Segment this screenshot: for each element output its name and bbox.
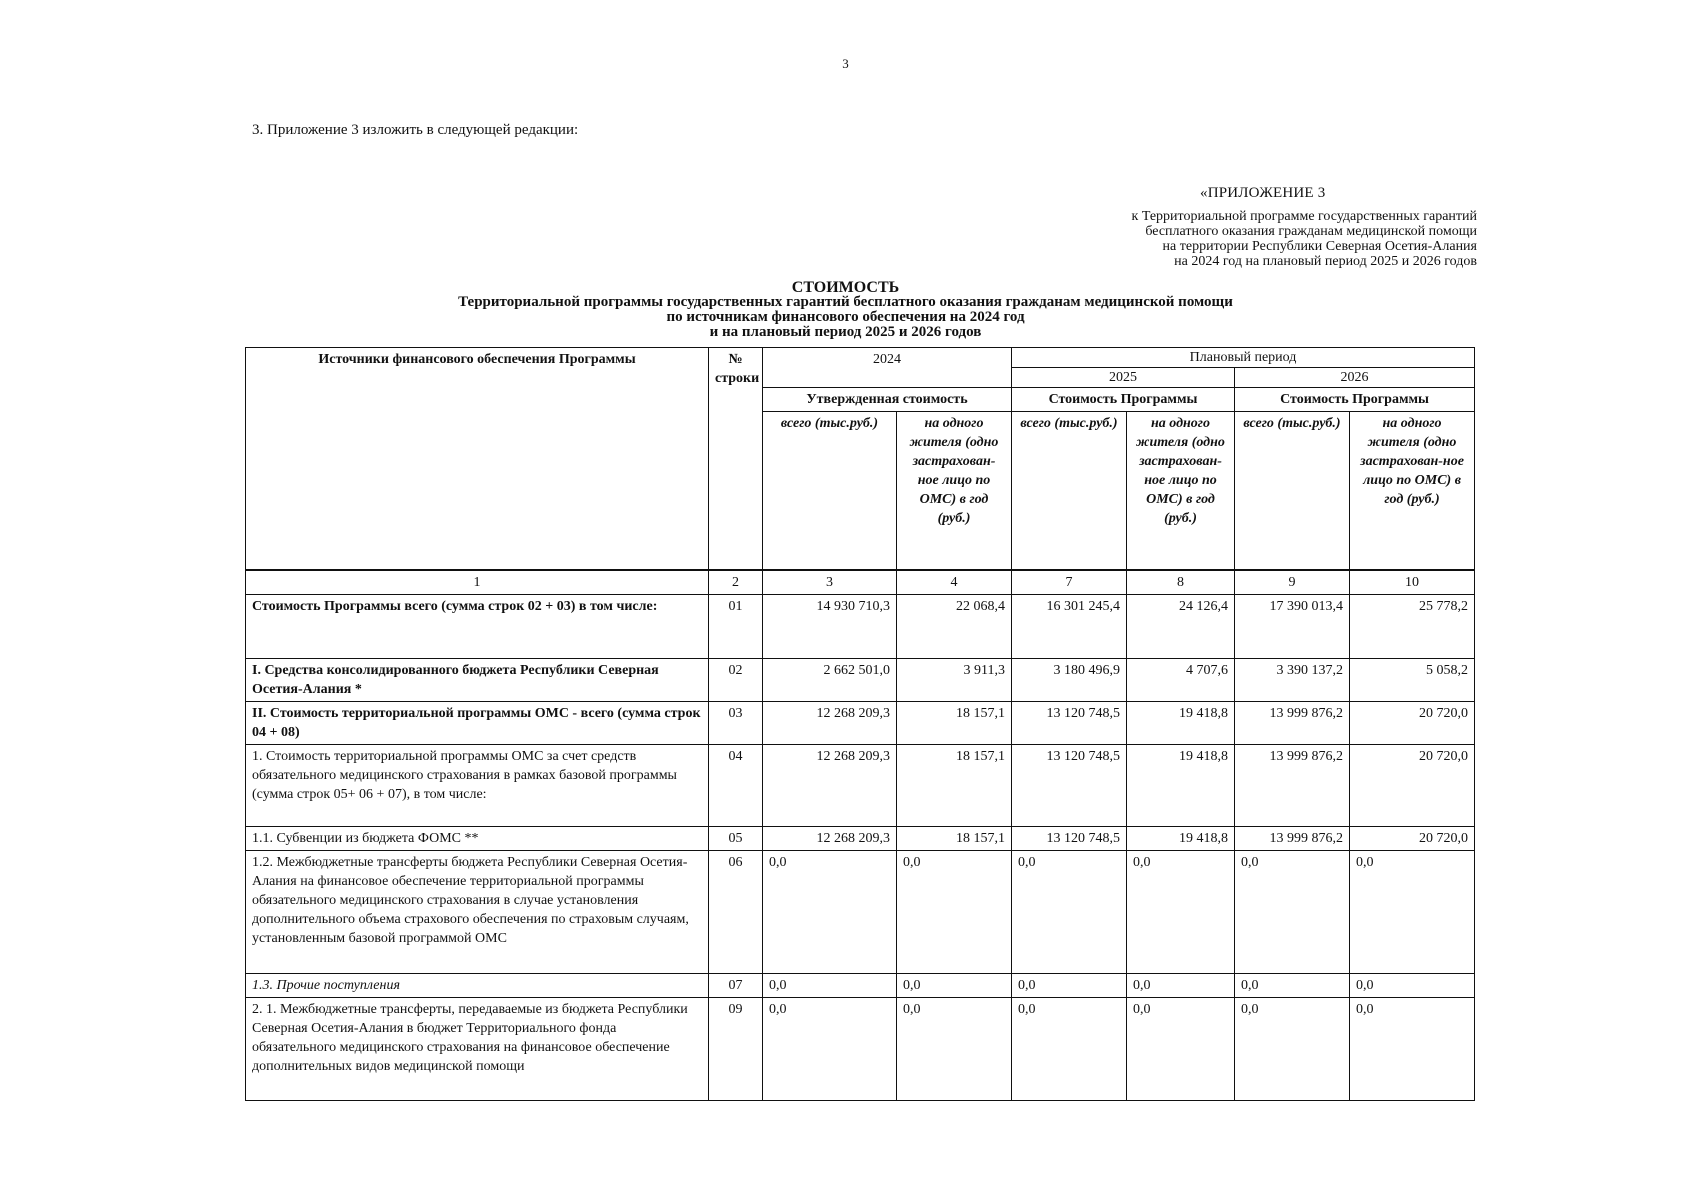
cell-per-capita-2024: 22 068,4 — [897, 594, 1012, 658]
cell-per-capita-2026: 0,0 — [1350, 850, 1475, 973]
cell-total-2025: 0,0 — [1012, 973, 1127, 997]
cell-total-2025: 13 120 748,5 — [1012, 744, 1127, 826]
cost-table — [245, 347, 1475, 1101]
appendix-line: к Территориальной программе государственных гарантий — [1131, 209, 1477, 224]
cell-total-2026: 13 999 876,2 — [1235, 701, 1350, 744]
cell-total-2026: 0,0 — [1235, 850, 1350, 973]
table-row — [246, 997, 1475, 1100]
title-line: Территориальной программы государственных гарантий бесплатного оказания гражданам медицинской помощи — [458, 294, 1233, 310]
header-program-cost-2026: Стоимость Программы — [1235, 388, 1475, 412]
appendix-title: «ПРИЛОЖЕНИЕ 3 — [1200, 185, 1326, 201]
col-number: 1 — [246, 570, 709, 595]
row-no: 03 — [709, 701, 763, 744]
cell-per-capita-2025: 0,0 — [1127, 850, 1235, 973]
cell-total-2024: 2 662 501,0 — [763, 658, 897, 701]
col-number: 7 — [1012, 570, 1127, 595]
header-year-2026: 2026 — [1235, 368, 1475, 388]
cell-per-capita-2026: 20 720,0 — [1350, 826, 1475, 850]
header-planned-period: Плановый период — [1012, 348, 1475, 368]
table-row — [246, 826, 1475, 850]
cell-total-2025: 13 120 748,5 — [1012, 826, 1127, 850]
table-row — [246, 973, 1475, 997]
cell-per-capita-2024: 0,0 — [897, 973, 1012, 997]
cell-per-capita-2024: 18 157,1 — [897, 744, 1012, 826]
row-label: 1.1. Субвенции из бюджета ФОМС ** — [246, 826, 709, 850]
header-year-2024: 2024 — [763, 348, 1012, 388]
cell-total-2026: 13 999 876,2 — [1235, 826, 1350, 850]
col-number: 2 — [709, 570, 763, 595]
col-number: 4 — [897, 570, 1012, 595]
cell-total-2025: 0,0 — [1012, 850, 1127, 973]
col-number: 9 — [1235, 570, 1350, 595]
cell-per-capita-2024: 18 157,1 — [897, 701, 1012, 744]
table-row — [246, 744, 1475, 826]
cell-total-2025: 3 180 496,9 — [1012, 658, 1127, 701]
title-line: и на плановый период 2025 и 2026 годов — [709, 324, 982, 340]
row-label: 1.2. Межбюджетные трансферты бюджета Республики Северная Осетия-Алания на финансовое обеспечение территориальной программы обязательного медицинского страхования в случае установления дополнительного объема страхового обеспечения по страховым случаям, установленным базовой программой ОМС — [246, 850, 709, 973]
header-program-cost-2025: Стоимость Программы — [1012, 388, 1235, 412]
appendix-line: на территории Республики Северная Осетия-Алания — [1162, 239, 1477, 254]
header-total-2026: всего (тыс.руб.) — [1235, 412, 1350, 570]
row-no: 04 — [709, 744, 763, 826]
cell-total-2026: 0,0 — [1235, 973, 1350, 997]
cell-per-capita-2025: 19 418,8 — [1127, 701, 1235, 744]
cell-per-capita-2025: 0,0 — [1127, 997, 1235, 1100]
appendix-subtitle — [957, 209, 1477, 269]
cell-per-capita-2025: 0,0 — [1127, 973, 1235, 997]
header-total-2024: всего (тыс.руб.) — [763, 412, 897, 570]
cell-per-capita-2026: 0,0 — [1350, 973, 1475, 997]
cell-per-capita-2024: 0,0 — [897, 850, 1012, 973]
row-label: Стоимость Программы всего (сумма строк 02 + 03) в том числе: — [246, 594, 709, 658]
row-label: 1. Стоимость территориальной программы ОМС за счет средств обязательного медицинского страхования в рамках базовой программы (сумма строк 05+ 06 + 07), в том числе: — [246, 744, 709, 826]
header-per-capita-2025: на одного жителя (одно застрахован-ное лицо по ОМС) в год (руб.) — [1127, 412, 1235, 570]
cell-total-2024: 0,0 — [763, 997, 897, 1100]
row-label: 2. 1. Межбюджетные трансферты, передаваемые из бюджета Республики Северная Осетия-Алания в бюджет Территориального фонда обязательного медицинского страхования на финансовое обеспечение дополнительных видов медицинской помощи — [246, 997, 709, 1100]
row-label: II. Стоимость территориальной программы ОМС - всего (сумма строк 04 + 08) — [246, 701, 709, 744]
header-approved-cost: Утвержденная стоимость — [763, 388, 1012, 412]
cell-total-2024: 12 268 209,3 — [763, 826, 897, 850]
cell-per-capita-2026: 20 720,0 — [1350, 744, 1475, 826]
cell-per-capita-2026: 25 778,2 — [1350, 594, 1475, 658]
cell-total-2024: 12 268 209,3 — [763, 744, 897, 826]
document-title — [0, 280, 1691, 340]
page-number: 3 — [842, 56, 849, 71]
cell-total-2025: 13 120 748,5 — [1012, 701, 1127, 744]
header-total-2025: всего (тыс.руб.) — [1012, 412, 1127, 570]
title-line: по источникам финансового обеспечения на 2024 год — [666, 309, 1025, 325]
title-line: СТОИМОСТЬ — [791, 279, 900, 296]
table-row — [246, 850, 1475, 973]
intro-text: 3. Приложение 3 изложить в следующей редакции: — [252, 122, 579, 138]
col-number: 10 — [1350, 570, 1475, 595]
cell-per-capita-2026: 0,0 — [1350, 997, 1475, 1100]
cell-total-2025: 0,0 — [1012, 997, 1127, 1100]
cell-total-2026: 0,0 — [1235, 997, 1350, 1100]
cell-per-capita-2024: 0,0 — [897, 997, 1012, 1100]
row-label: I. Средства консолидированного бюджета Республики Северная Осетия-Алания * — [246, 658, 709, 701]
header-row-no: № строки — [709, 348, 763, 570]
cell-total-2026: 3 390 137,2 — [1235, 658, 1350, 701]
cell-total-2024: 14 930 710,3 — [763, 594, 897, 658]
header-per-capita-2026: на одного жителя (одно застрахован-ное лицо по ОМС) в год (руб.) — [1350, 412, 1475, 570]
cell-total-2026: 13 999 876,2 — [1235, 744, 1350, 826]
cell-total-2024: 0,0 — [763, 850, 897, 973]
table-row — [246, 594, 1475, 658]
header-source: Источники финансового обеспечения Программы — [246, 348, 709, 570]
row-no: 06 — [709, 850, 763, 973]
header-year-2025: 2025 — [1012, 368, 1235, 388]
appendix-line: бесплатного оказания гражданам медицинской помощи — [1145, 224, 1477, 239]
row-no: 09 — [709, 997, 763, 1100]
cell-total-2024: 12 268 209,3 — [763, 701, 897, 744]
cell-total-2026: 17 390 013,4 — [1235, 594, 1350, 658]
cell-per-capita-2025: 4 707,6 — [1127, 658, 1235, 701]
col-number: 8 — [1127, 570, 1235, 595]
cell-per-capita-2024: 18 157,1 — [897, 826, 1012, 850]
row-no: 07 — [709, 973, 763, 997]
cell-per-capita-2024: 3 911,3 — [897, 658, 1012, 701]
cell-total-2024: 0,0 — [763, 973, 897, 997]
row-label: 1.3. Прочие поступления — [246, 973, 709, 997]
row-no: 05 — [709, 826, 763, 850]
header-per-capita-2024: на одного жителя (одно застрахован-ное лицо по ОМС) в год (руб.) — [897, 412, 1012, 570]
row-no: 01 — [709, 594, 763, 658]
cell-per-capita-2026: 5 058,2 — [1350, 658, 1475, 701]
col-number: 3 — [763, 570, 897, 595]
appendix-line: на 2024 год на плановый период 2025 и 2026 годов — [1174, 254, 1477, 269]
table-row — [246, 701, 1475, 744]
cell-per-capita-2025: 24 126,4 — [1127, 594, 1235, 658]
row-no: 02 — [709, 658, 763, 701]
cell-per-capita-2025: 19 418,8 — [1127, 826, 1235, 850]
cell-total-2025: 16 301 245,4 — [1012, 594, 1127, 658]
table-row — [246, 658, 1475, 701]
cell-per-capita-2026: 20 720,0 — [1350, 701, 1475, 744]
cell-per-capita-2025: 19 418,8 — [1127, 744, 1235, 826]
